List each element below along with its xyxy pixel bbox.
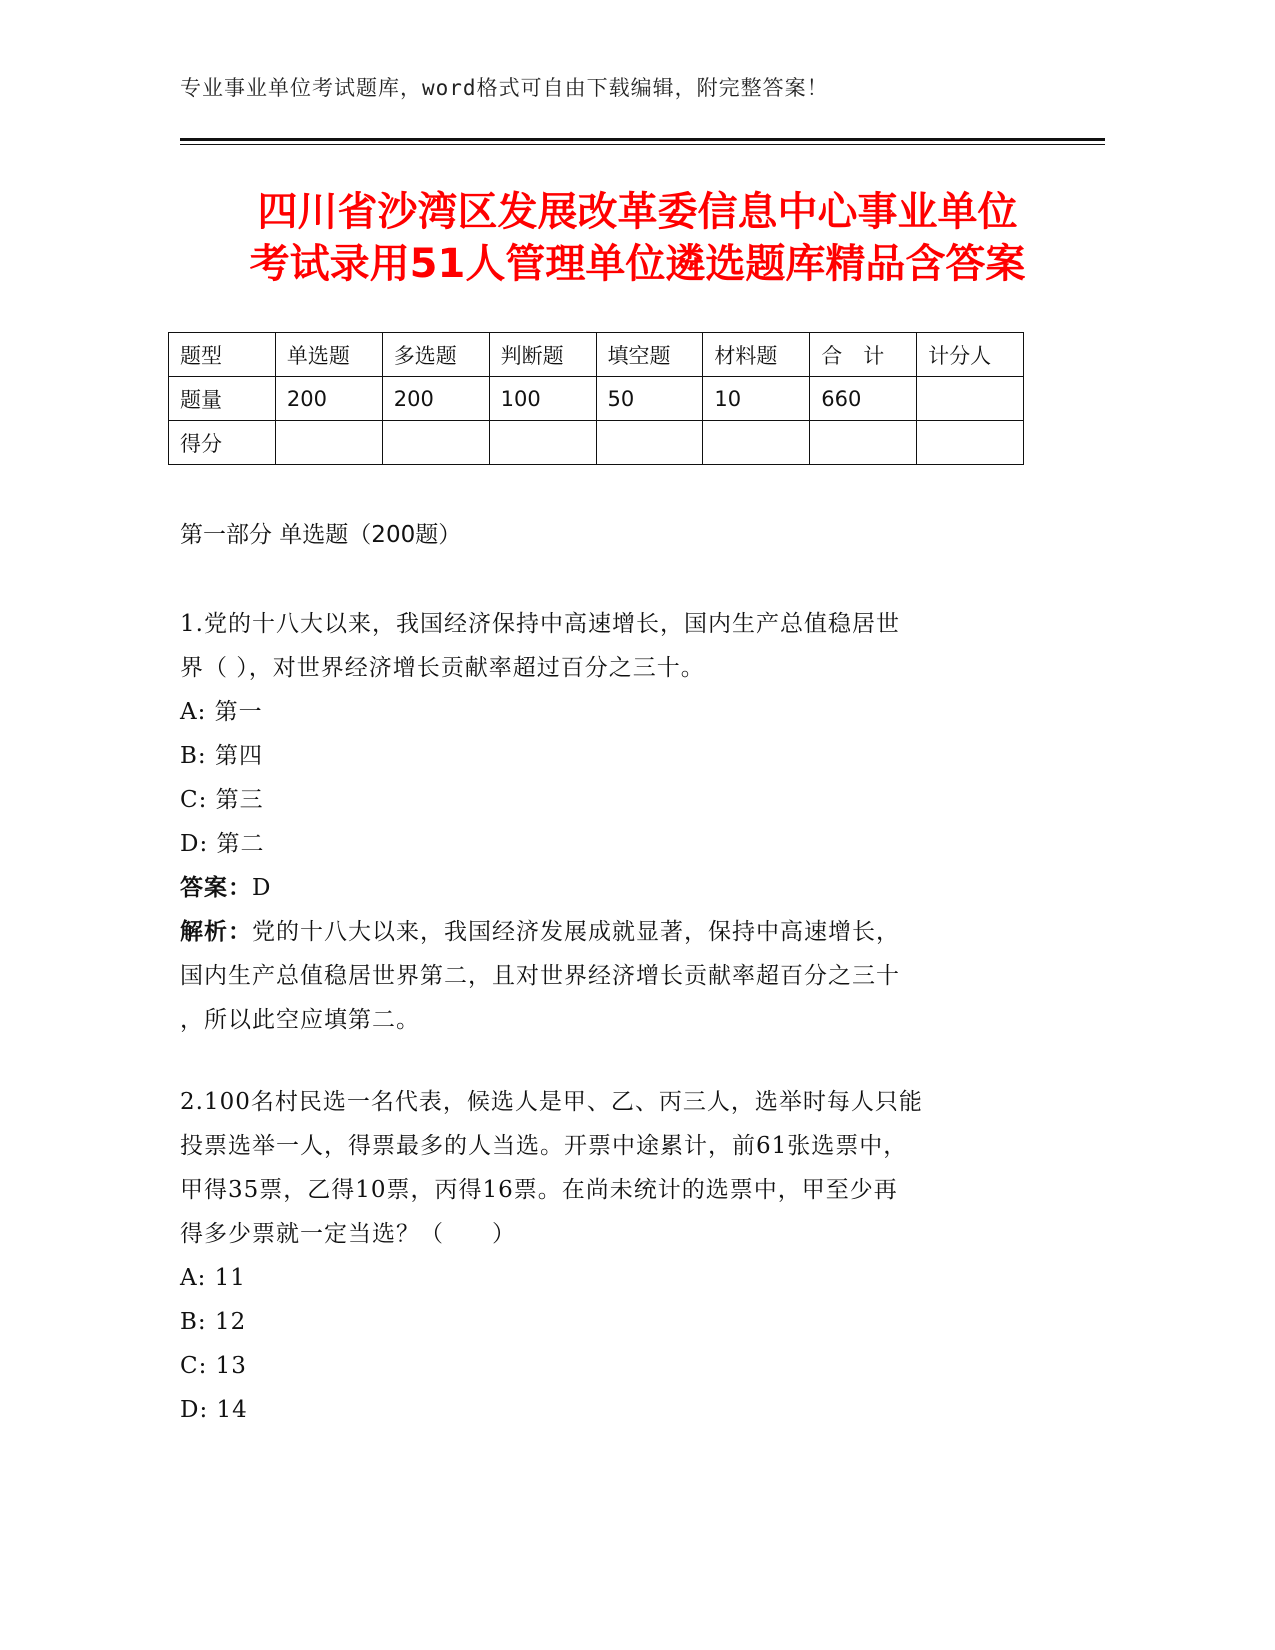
table-cell [489,421,596,465]
table-cell: 660 [810,377,917,421]
header-divider-thin [180,144,1105,145]
analysis-text: 国内生产总值稳居世界第二，且对世界经济增长贡献率超百分之三十 [180,963,900,989]
table-cell: 题量 [169,377,276,421]
table-cell: 10 [703,377,810,421]
analysis-text: 党的十八大以来，我国经济发展成就显著，保持中高速增长， [252,919,900,945]
table-cell [382,421,489,465]
analysis-label: 解析： [180,919,252,945]
analysis-line [180,910,1040,954]
table-cell: 得分 [169,421,276,465]
table-cell: 50 [596,377,703,421]
table-cell: 题型 [169,333,276,377]
table-cell [810,421,917,465]
table-row [169,421,1024,465]
question-stem-line: 甲得35票，乙得10票，丙得16票。在尚未统计的选票中，甲至少再 [180,1177,898,1203]
document-title [150,186,1125,290]
table-cell: 200 [275,377,382,421]
table-cell: 单选题 [275,333,382,377]
title-line-1: 四川省沙湾区发展改革委信息中心事业单位 [257,189,1018,235]
table-cell: 填空题 [596,333,703,377]
question-2 [180,1080,1040,1432]
table-cell [596,421,703,465]
table-cell: 判断题 [489,333,596,377]
question-stem-line: 2.100名村民选一名代表，候选人是甲、乙、丙三人，选举时每人只能 [180,1089,923,1115]
question-stem-line: 得多少票就一定当选？（ ） [180,1221,516,1247]
option-c: C: 13 [180,1353,247,1379]
option-c: C: 第三 [180,787,264,813]
table-cell: 200 [382,377,489,421]
option-a: A: 第一 [180,699,263,725]
table-cell: 100 [489,377,596,421]
option-a: A: 11 [180,1265,246,1291]
option-b: B: 第四 [180,743,263,769]
table-cell [703,421,810,465]
table-row [169,377,1024,421]
table-header-row [169,333,1024,377]
table-cell: 多选题 [382,333,489,377]
option-d: D: 14 [180,1397,248,1423]
answer-label: 答案： [180,875,252,901]
score-summary-table [168,332,1024,465]
question-stem-line: 1.党的十八大以来，我国经济保持中高速增长，国内生产总值稳居世 [180,611,900,637]
answer-value: D [252,875,272,901]
table-cell [917,377,1024,421]
title-line-2: 考试录用51人管理单位遴选题库精品含答案 [249,241,1026,287]
table-cell [917,421,1024,465]
table-cell: 材料题 [703,333,810,377]
question-1 [180,602,1040,1042]
section-title: 第一部分 单选题（200题） [180,522,462,548]
answer-line [180,866,1040,910]
header-note: 专业事业单位考试题库，word格式可自由下载编辑，附完整答案！ [180,76,829,100]
header-divider-thick [180,138,1105,141]
question-stem-line: 界（ ），对世界经济增长贡献率超过百分之三十。 [180,655,705,681]
table-cell: 合 计 [810,333,917,377]
option-d: D: 第二 [180,831,265,857]
option-b: B: 12 [180,1309,247,1335]
question-stem-line: 投票选举一人，得票最多的人当选。开票中途累计，前61张选票中， [180,1133,908,1159]
analysis-text: ，所以此空应填第二。 [180,1007,420,1033]
table-cell: 计分人 [917,333,1024,377]
table-cell [275,421,382,465]
